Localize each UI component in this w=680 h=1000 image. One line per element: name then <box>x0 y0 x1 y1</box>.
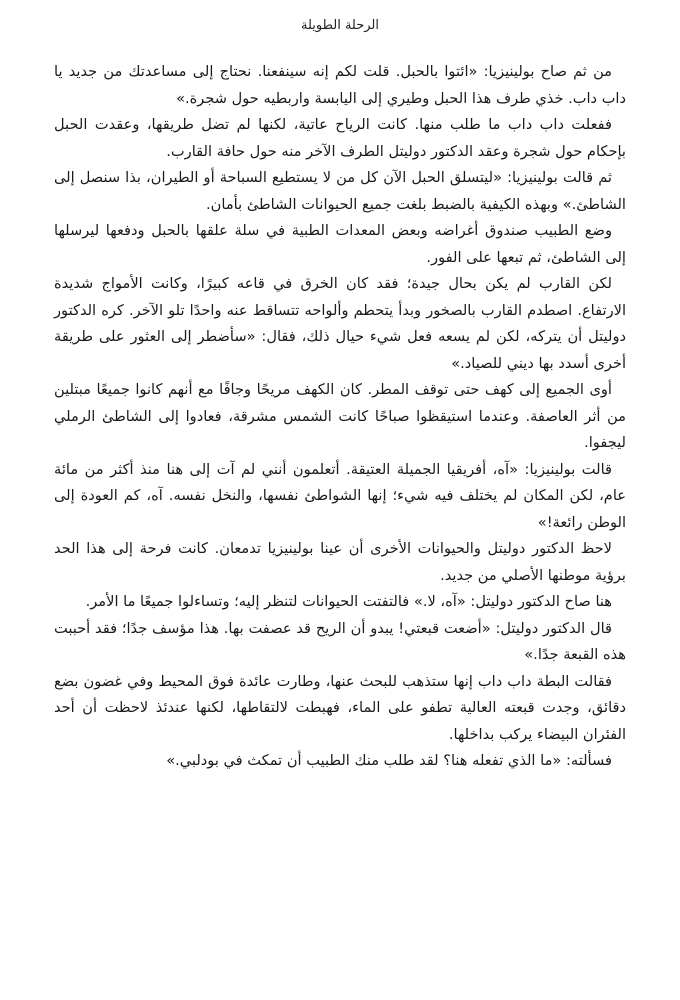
paragraph: قال الدكتور دوليتل: «أضعت قبعتي! يبدو أن الريح قد عصفت بها. هذا مؤسف جدًا؛ فقد أحببت هذه القبعة جدًا.» <box>54 619 626 663</box>
paragraph: من ثم صاح بولينيزيا: «ائتوا بالحبل. قلت لكم إنه سينفعنا. نحتاج إلى مساعدتك من جديد يا داب داب. خذي طرف هذا الحبل وطيري إلى اليابسة واربطيه حول شجرة.» <box>54 63 626 107</box>
paragraph: لكن القارب لم يكن بحال جيدة؛ فقد كان الخرق في قاعه كبيرًا، وكانت الأمواج شديدة الارتفاع. اصطدم القارب بالصخور وبدأ يتحطم وألواحه تتساقط عنه واحدًا تلو الآخر. كره الدكتور دوليتل أن يتركه، لكن لم يسعه فعل شيء حيال ذلك، فقال: «سأضطر إلى العثور على طريقة أخرى أسدد بها ديني للصياد.» <box>54 275 626 372</box>
paragraph: هنا صاح الدكتور دوليتل: «آه، لا.» فالتفتت الحيوانات لتنظر إليه؛ وتساءلوا جميعًا ما الأمر. <box>85 593 612 610</box>
paragraph: قالت بولينيزيا: «آه، أفريقيا الجميلة العتيقة. أتعلمون أنني لم آت إلى هنا منذ أكثر من مائة عام، لكن المكان لم يختلف فيه شيء؛ إنها الشواطئ نفسها، والنخل نفسه. آه، كم العودة إلى الوطن رائعة!» <box>54 460 626 531</box>
paragraph: فقالت البطة داب داب إنها ستذهب للبحث عنها، وطارت عائدة فوق المحيط وفي غضون بضع دقائق، وجدت قبعته العالية تطفو على الماء، فهبطت لالتقاطها، لكنها عندئذ لاحظت أن أحد الفئران البيضاء يركب بداخلها. <box>54 672 626 743</box>
paragraph: ثم قالت بولينيزيا: «ليتسلق الحبل الآن كل من لا يستطيع السباحة أو الطيران، بذا سنصل إلى الشاطئ.» وبهذه الكيفية بالضبط بلغت جميع الحيوانات الشاطئ بأمان. <box>54 169 626 213</box>
paragraph: فسألته: «ما الذي تفعله هنا؟ لقد طلب منك الطبيب أن تمكث في بودلبي.» <box>166 752 612 769</box>
page-title: الرحلة الطويلة <box>300 18 380 33</box>
paragraph: ففعلت داب داب ما طلب منها. كانت الرياح عاتية، لكنها لم تضل طريقها، وعقدت الحبل بإحكام حول شجرة وعقد الدكتور دوليتل الطرف الآخر منه حول حافة القارب. <box>54 116 626 160</box>
paragraph: لاحظ الدكتور دوليتل والحيوانات الأخرى أن عينا بولينيزيا تدمعان. كانت فرحة إلى هذا الحد برؤية موطنها الأصلي من جديد. <box>54 540 626 584</box>
body-text <box>54 59 626 775</box>
paragraph: أوى الجميع إلى كهف حتى توقف المطر. كان الكهف مريحًا وجافًا مع أنهم كانوا جميعًا مبتلين من أثر العاصفة. وعندما استيقظوا صباحًا كانت الشمس مشرقة، فعادوا إلى الشاطئ الرملي ليجفوا. <box>54 381 626 451</box>
paragraph: وضع الطبيب صندوق أغراضه وبعض المعدات الطبية في سلة علقها بالحبل ودفعها ليرسلها إلى الشاطئ، ثم تبعها على الفور. <box>54 222 626 266</box>
